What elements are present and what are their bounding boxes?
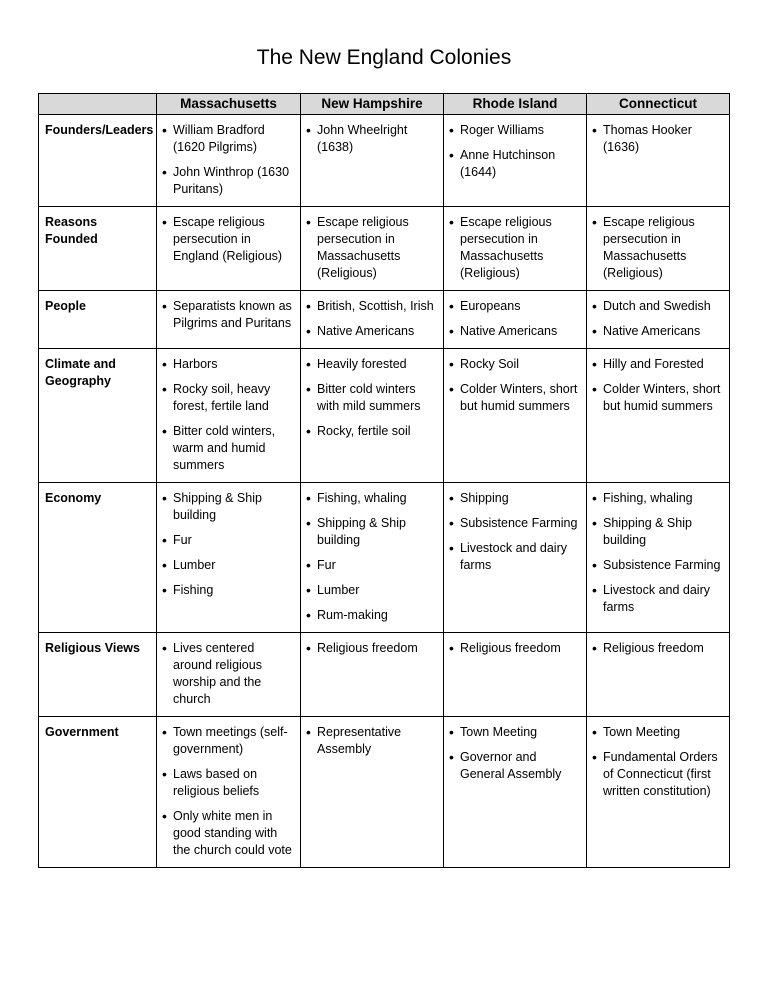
bullet-item: • Separatists known as Pilgrims and Puritans bbox=[161, 298, 296, 332]
cell-rhode-island bbox=[444, 633, 587, 717]
cell-connecticut bbox=[587, 291, 730, 349]
cell-new-hampshire bbox=[301, 717, 444, 868]
bullet-list bbox=[305, 214, 439, 282]
row-header: Founders/Leaders bbox=[39, 115, 157, 207]
bullet-item: • Town Meeting bbox=[591, 724, 725, 741]
column-header-new-hampshire: New Hampshire bbox=[301, 94, 444, 115]
cell-rhode-island bbox=[444, 207, 587, 291]
bullet-list bbox=[448, 640, 582, 657]
bullet-item: • British, Scottish, Irish bbox=[305, 298, 439, 315]
bullet-item: • Fur bbox=[161, 532, 296, 549]
bullet-list bbox=[591, 122, 725, 156]
header-row bbox=[39, 94, 730, 115]
header-corner-cell bbox=[39, 94, 157, 115]
bullet-item: • Shipping & Ship building bbox=[591, 515, 725, 549]
column-header-connecticut: Connecticut bbox=[587, 94, 730, 115]
bullet-item: • Bitter cold winters with mild summers bbox=[305, 381, 439, 415]
cell-connecticut bbox=[587, 207, 730, 291]
bullet-list bbox=[448, 122, 582, 181]
bullet-item: • Rocky Soil bbox=[448, 356, 582, 373]
bullet-list bbox=[161, 356, 296, 474]
bullet-item: • Livestock and dairy farms bbox=[591, 582, 725, 616]
bullet-list bbox=[161, 214, 296, 265]
page-title: The New England Colonies bbox=[256, 46, 512, 69]
cell-new-hampshire bbox=[301, 483, 444, 633]
bullet-item: • Escape religious persecution in Massachusetts (Religious) bbox=[448, 214, 582, 282]
cell-rhode-island bbox=[444, 717, 587, 868]
bullet-list bbox=[161, 298, 296, 332]
cell-new-hampshire bbox=[301, 207, 444, 291]
bullet-item: • Only white men in good standing with the church could vote bbox=[161, 808, 296, 859]
cell-massachusetts bbox=[157, 483, 301, 633]
bullet-list bbox=[161, 122, 296, 198]
bullet-list bbox=[591, 640, 725, 657]
cell-new-hampshire bbox=[301, 349, 444, 483]
row-header: Religious Views bbox=[39, 633, 157, 717]
bullet-item: • Religious freedom bbox=[448, 640, 582, 657]
bullet-item: • Lumber bbox=[161, 557, 296, 574]
bullet-item: • Rocky soil, heavy forest, fertile land bbox=[161, 381, 296, 415]
bullet-list bbox=[448, 724, 582, 783]
bullet-item: • Livestock and dairy farms bbox=[448, 540, 582, 574]
table-row bbox=[39, 207, 730, 291]
bullet-item: • Subsistence Farming bbox=[448, 515, 582, 532]
cell-new-hampshire bbox=[301, 633, 444, 717]
bullet-list bbox=[591, 490, 725, 616]
table-body bbox=[39, 115, 730, 868]
bullet-item: • John Wheelright (1638) bbox=[305, 122, 439, 156]
bullet-item: • Native Americans bbox=[591, 323, 725, 340]
bullet-item: • Thomas Hooker (1636) bbox=[591, 122, 725, 156]
cell-rhode-island bbox=[444, 349, 587, 483]
cell-massachusetts bbox=[157, 291, 301, 349]
bullet-list bbox=[305, 356, 439, 440]
bullet-item: • Religious freedom bbox=[305, 640, 439, 657]
table-row bbox=[39, 717, 730, 868]
bullet-item: • Fundamental Orders of Connecticut (first written constitution) bbox=[591, 749, 725, 800]
row-header: Reasons Founded bbox=[39, 207, 157, 291]
table-row bbox=[39, 291, 730, 349]
bullet-item: • Governor and General Assembly bbox=[448, 749, 582, 783]
table-row bbox=[39, 483, 730, 633]
bullet-item: • Harbors bbox=[161, 356, 296, 373]
bullet-item: • Escape religious persecution in Massachusetts (Religious) bbox=[591, 214, 725, 282]
cell-connecticut bbox=[587, 717, 730, 868]
bullet-item: • Fishing bbox=[161, 582, 296, 599]
bullet-list bbox=[591, 356, 725, 415]
bullet-item: • Town meetings (self-government) bbox=[161, 724, 296, 758]
column-header-massachusetts: Massachusetts bbox=[157, 94, 301, 115]
bullet-item: • Fishing, whaling bbox=[591, 490, 725, 507]
bullet-list bbox=[305, 122, 439, 156]
cell-connecticut bbox=[587, 483, 730, 633]
bullet-item: • Colder Winters, short but humid summers bbox=[591, 381, 725, 415]
bullet-item: • Rum-making bbox=[305, 607, 439, 624]
cell-massachusetts bbox=[157, 717, 301, 868]
bullet-item: • Native Americans bbox=[305, 323, 439, 340]
cell-massachusetts bbox=[157, 207, 301, 291]
bullet-list bbox=[448, 356, 582, 415]
bullet-item: • Rocky, fertile soil bbox=[305, 423, 439, 440]
cell-rhode-island bbox=[444, 483, 587, 633]
cell-connecticut bbox=[587, 349, 730, 483]
bullet-item: • William Bradford (1620 Pilgrims) bbox=[161, 122, 296, 156]
cell-massachusetts bbox=[157, 349, 301, 483]
cell-massachusetts bbox=[157, 115, 301, 207]
bullet-item: • Lives centered around religious worship and the church bbox=[161, 640, 296, 708]
bullet-item: • Representative Assembly bbox=[305, 724, 439, 758]
bullet-item: • Roger Williams bbox=[448, 122, 582, 139]
cell-connecticut bbox=[587, 633, 730, 717]
bullet-item: • Shipping bbox=[448, 490, 582, 507]
row-header: Government bbox=[39, 717, 157, 868]
bullet-list bbox=[305, 298, 439, 340]
bullet-item: • Subsistence Farming bbox=[591, 557, 725, 574]
bullet-item: • Escape religious persecution in England (Religious) bbox=[161, 214, 296, 265]
bullet-item: • Europeans bbox=[448, 298, 582, 315]
bullet-item: • Shipping & Ship building bbox=[305, 515, 439, 549]
cell-rhode-island bbox=[444, 115, 587, 207]
bullet-list bbox=[305, 640, 439, 657]
bullet-item: • Fur bbox=[305, 557, 439, 574]
row-header: Climate and Geography bbox=[39, 349, 157, 483]
cell-new-hampshire bbox=[301, 115, 444, 207]
bullet-item: • Escape religious persecution in Massachusetts (Religious) bbox=[305, 214, 439, 282]
colonies-table bbox=[38, 93, 730, 868]
bullet-item: • Anne Hutchinson (1644) bbox=[448, 147, 582, 181]
bullet-list bbox=[591, 298, 725, 340]
bullet-item: • Lumber bbox=[305, 582, 439, 599]
cell-rhode-island bbox=[444, 291, 587, 349]
bullet-item: • Bitter cold winters, warm and humid summers bbox=[161, 423, 296, 474]
bullet-list bbox=[161, 640, 296, 708]
bullet-list bbox=[448, 298, 582, 340]
bullet-list bbox=[448, 214, 582, 282]
bullet-item: • Laws based on religious beliefs bbox=[161, 766, 296, 800]
bullet-item: • Shipping & Ship building bbox=[161, 490, 296, 524]
bullet-list bbox=[305, 490, 439, 624]
table-row bbox=[39, 349, 730, 483]
bullet-item: • Religious freedom bbox=[591, 640, 725, 657]
bullet-item: • Native Americans bbox=[448, 323, 582, 340]
bullet-item: • Hilly and Forested bbox=[591, 356, 725, 373]
bullet-list bbox=[305, 724, 439, 758]
cell-massachusetts bbox=[157, 633, 301, 717]
bullet-item: • Town Meeting bbox=[448, 724, 582, 741]
bullet-list bbox=[591, 214, 725, 282]
bullet-item: • Fishing, whaling bbox=[305, 490, 439, 507]
column-header-rhode-island: Rhode Island bbox=[444, 94, 587, 115]
bullet-item: • Heavily forested bbox=[305, 356, 439, 373]
table-row bbox=[39, 633, 730, 717]
bullet-list bbox=[591, 724, 725, 800]
bullet-list bbox=[161, 724, 296, 859]
bullet-item: • Dutch and Swedish bbox=[591, 298, 725, 315]
table-row bbox=[39, 115, 730, 207]
row-header: People bbox=[39, 291, 157, 349]
bullet-list bbox=[448, 490, 582, 574]
bullet-item: • Colder Winters, short but humid summers bbox=[448, 381, 582, 415]
cell-new-hampshire bbox=[301, 291, 444, 349]
cell-connecticut bbox=[587, 115, 730, 207]
bullet-list bbox=[161, 490, 296, 599]
row-header: Economy bbox=[39, 483, 157, 633]
bullet-item: • John Winthrop (1630 Puritans) bbox=[161, 164, 296, 198]
